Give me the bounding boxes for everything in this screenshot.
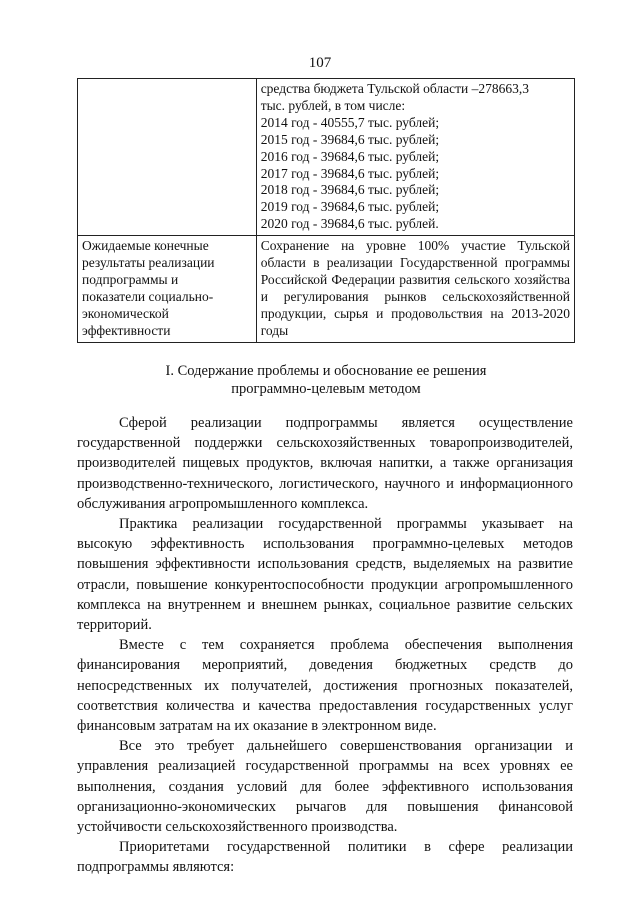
label-line: показатели социально- xyxy=(82,288,214,304)
label-line: Ожидаемые конечные xyxy=(82,238,209,254)
funding-year-2017: 2017 год - 39684,6 тыс. рублей; xyxy=(260,165,440,181)
table-row xyxy=(78,79,575,236)
funding-year-2014: 2014 год - 40555,7 тыс. рублей; xyxy=(260,114,440,130)
funding-year-2015: 2015 год - 39684,6 тыс. рублей; xyxy=(260,131,440,147)
paragraph: Приоритетами государственной политики в сфере реализации подпрограммы являются: xyxy=(77,839,573,876)
paragraph: Все это требует дальнейшего совершенствования организации и управления реализацией государственной программы на всех уровнях ее выполнения, создания условий для более эффективного использования организационно-экономических рычагов для повышения финансовой устойчивости сельскохозяйственного производства. xyxy=(77,738,573,836)
label-line: результаты реализации xyxy=(82,255,215,271)
paragraph: Сферой реализации подпрограммы является осуществление государственной поддержки сельскохозяйственных товаропроизводителей, производителей пищевых продуктов, включая напитки, а также организация производственно-технического, логистического, научного и информационного обслуживания агропромышленного комплекса. xyxy=(77,415,573,512)
funding-year-2019: 2019 год - 39684,6 тыс. рублей; xyxy=(260,199,440,215)
page-number: 107 xyxy=(308,55,332,71)
section-title xyxy=(77,362,575,398)
section-title-line: программно-целевым методом xyxy=(231,381,421,397)
budget-funding-cell xyxy=(256,79,574,236)
table-row xyxy=(78,236,575,342)
label-line: эффективности xyxy=(82,322,171,338)
paragraph: Практика реализации государственной программы указывает на высокую эффективность использования программно-целевых методов повышения эффективности использования средств, выделяемых на развитие отрасли, повышение конкурентоспособности продукции агропромышленного комплекса на внутреннем и внешнем рынках, социальное развитие сельских территорий. xyxy=(77,516,573,634)
funding-year-2016: 2016 год - 39684,6 тыс. рублей; xyxy=(260,148,440,164)
program-passport-table xyxy=(77,78,575,343)
funding-line: тыс. рублей, в том числе: xyxy=(260,97,406,113)
funding-line: средства бюджета Тульской области –278663,3 xyxy=(260,81,529,96)
section-title-line: I. Содержание проблемы и обоснование ее решения xyxy=(165,363,487,379)
label-line: подпрограммы и xyxy=(82,271,179,287)
body-text xyxy=(77,413,573,878)
label-line: экономической xyxy=(82,305,169,321)
table-cell-empty xyxy=(78,79,257,236)
paragraph: Вместе с тем сохраняется проблема обеспечения выполнения финансирования мероприятий, доведения бюджетных средств до непосредственных их получателей, достижения прогнозных показателей, соответствия количества и качества предоставления государственных услуг финансовым затратам на их оказание в электронном виде. xyxy=(77,637,573,735)
funding-year-2018: 2018 год - 39684,6 тыс. рублей; xyxy=(260,182,440,198)
expected-results-label-cell xyxy=(78,236,257,342)
expected-results-value-cell: Сохранение на уровне 100% участие Тульской области в реализации Государственной программы Российской Федерации развития сельского хозяйства и регулирования рынков сельскохозяйственной продукции, сырья и продовольствия на 2013-2020 годы xyxy=(256,236,574,342)
funding-year-2020: 2020 год - 39684,6 тыс. рублей. xyxy=(260,216,439,232)
